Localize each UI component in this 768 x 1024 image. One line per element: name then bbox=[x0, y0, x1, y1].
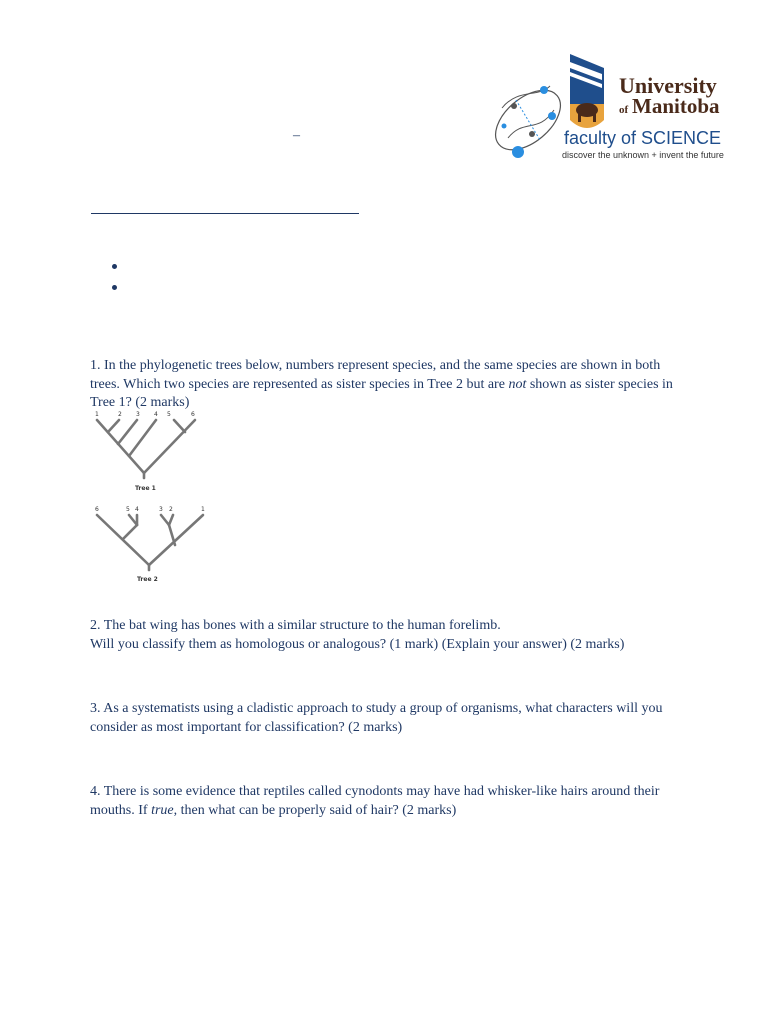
question-4-text: 4. There is some evidence that reptiles called cynodonts may have had whisker-like hairs around their mouths. If true, then what can be properly said of hair? (2 marks) bbox=[90, 784, 660, 818]
question-1-text: 1. In the phylogenetic trees below, numbers represent species, and the same species are shown in both trees. Which two species are represented as sister species in Tree 2 but are not shown as sister species in Tree 1? (2 marks) bbox=[90, 358, 673, 410]
tree-1-label: 1 bbox=[95, 411, 99, 418]
question-3 bbox=[90, 700, 690, 737]
tree-2-label: 2 bbox=[169, 506, 173, 513]
question-2-line-2: Will you classify them as homologous or analogous? (1 mark) (Explain your answer) (2 marks) bbox=[90, 636, 625, 652]
tree-2-caption: Tree 2 bbox=[137, 576, 158, 583]
crest-icon bbox=[570, 54, 604, 128]
tree-2-label: 4 bbox=[135, 506, 139, 513]
tree-2-label: 5 bbox=[126, 506, 130, 513]
question-4 bbox=[90, 783, 690, 820]
tree-1-labels bbox=[95, 411, 195, 418]
logo-tagline: discover the unknown + invent the future bbox=[562, 150, 724, 160]
question-2-line-1: 2. The bat wing has bones with a similar structure to the human forelimb. bbox=[90, 618, 501, 633]
tree-2-label: 3 bbox=[159, 506, 163, 513]
header-dash: – bbox=[293, 128, 300, 143]
tree-2-label: 1 bbox=[201, 506, 205, 513]
university-of-manitoba-logo bbox=[488, 48, 744, 166]
tree-2-label: 6 bbox=[95, 506, 99, 513]
logo-faculty-text: faculty of SCIENCE bbox=[564, 128, 722, 148]
logo-manitoba-text: Manitoba bbox=[632, 94, 720, 118]
molecule-icon bbox=[488, 79, 571, 162]
tree-1-label: 5 bbox=[167, 411, 171, 418]
logo-of-text: of bbox=[619, 104, 629, 116]
tree-2-labels bbox=[95, 506, 205, 513]
tree-1-label: 3 bbox=[136, 411, 140, 418]
logo-university-text: University bbox=[619, 73, 717, 98]
tree-1-label: 2 bbox=[118, 411, 122, 418]
question-2 bbox=[90, 617, 690, 654]
name-underline bbox=[91, 213, 359, 214]
phylogenetic-tree-2 bbox=[89, 503, 207, 585]
question-1 bbox=[90, 357, 690, 413]
question-3-text: 3. As a systematists using a cladistic approach to study a group of organisms, what characters will you consider as most important for classification? (2 marks) bbox=[90, 701, 663, 735]
phylogenetic-tree-1 bbox=[89, 410, 207, 496]
tree-1-label: 6 bbox=[191, 411, 195, 418]
tree-1-caption: Tree 1 bbox=[135, 485, 156, 492]
tree-1-label: 4 bbox=[154, 411, 158, 418]
